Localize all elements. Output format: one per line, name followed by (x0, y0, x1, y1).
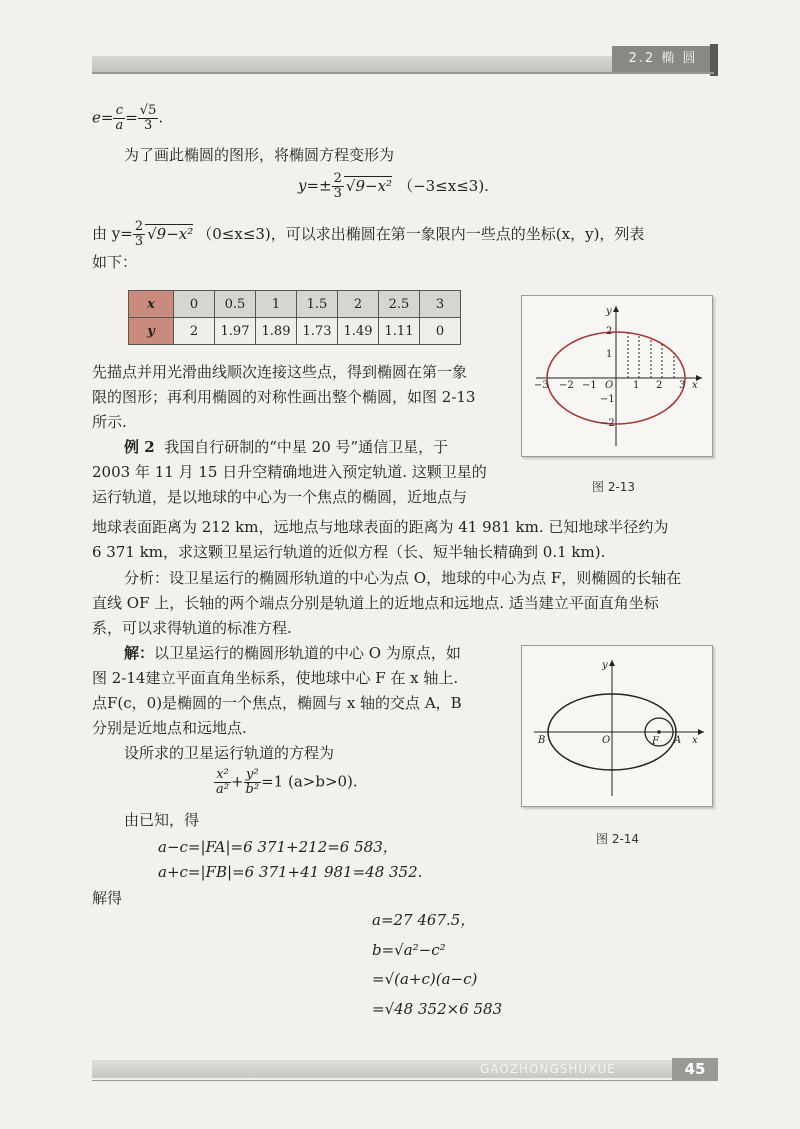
axis-label-y: y (606, 306, 612, 317)
solution: 解：以卫星运行的椭圆形轨道的中心 O 为原点，如 (124, 644, 461, 662)
table-cell: 1 (256, 291, 297, 318)
paragraph: 解得 (92, 889, 123, 907)
paragraph: 为了画此椭圆的图形，将椭圆方程变形为 (124, 146, 395, 164)
tick-label: −1 (600, 394, 615, 405)
table-cell: 1.11 (379, 318, 420, 345)
equation: a=27 467.5， (372, 911, 476, 929)
table-cell: 1.89 (256, 318, 297, 345)
axis-label-y: y (602, 660, 608, 671)
footer-brand: GAOZHONGSHUXUE (480, 1062, 616, 1076)
ellipse-plot (522, 296, 712, 456)
paragraph: 限的图形；再利用椭圆的对称性画出整个椭圆，如图 2-13 (92, 388, 476, 406)
paragraph: 先描点并用光滑曲线顺次连接这些点，得到椭圆在第一象 (92, 363, 468, 381)
paragraph: 分析：设卫星运行的椭圆形轨道的中心为点 O，地球的中心为点 F，则椭圆的长轴在 (124, 569, 682, 587)
figure-caption: 图 2-14 (596, 832, 640, 846)
tick-label: 2 (606, 326, 613, 337)
y-arrow (609, 660, 615, 666)
figure-caption: 图 2-13 (592, 480, 636, 494)
origin-label: O (605, 380, 614, 391)
table-header: y (129, 318, 174, 345)
footer-rule (92, 1080, 718, 1081)
axis-label-x: x (692, 380, 698, 391)
focus-point (657, 730, 661, 734)
table-row-x (129, 291, 461, 318)
figure-2-14 (521, 645, 713, 807)
table-cell: 1.97 (215, 318, 256, 345)
table-cell: 2.5 (379, 291, 420, 318)
paragraph: 如下： (92, 253, 138, 271)
origin-label: O (602, 735, 611, 746)
tick-label: −1 (582, 380, 597, 391)
paragraph: 运行轨道，是以地球的中心为一个焦点的椭圆，近地点与 (92, 488, 468, 506)
header-bar (92, 56, 632, 72)
table-cell: 1.73 (297, 318, 338, 345)
solution-label: 解： (124, 644, 155, 662)
example-label: 例 2 (124, 438, 155, 456)
paragraph: 设所求的卫星运行轨道的方程为 (124, 744, 335, 762)
paragraph: 由已知，得 (124, 811, 200, 829)
tick-label: −2 (559, 380, 574, 391)
table-cell: 1.5 (297, 291, 338, 318)
table-cell: 0.5 (215, 291, 256, 318)
table-header: x (129, 291, 174, 318)
example-2: 例 2 我国自行研制的“中星 20 号”通信卫星，于 (124, 438, 449, 456)
paragraph: 2003 年 11 月 15 日升空精确地进入预定轨道. 这颗卫星的 (92, 463, 487, 481)
point-label-b: B (538, 735, 546, 746)
figure-2-13 (521, 295, 713, 457)
table-cell: 3 (420, 291, 461, 318)
axis-label-x: x (692, 735, 698, 746)
page-number: 45 (672, 1058, 718, 1080)
table-cell: 2 (338, 291, 379, 318)
ellipse-equation: $\frac{\text{x²}}{\text{a²}}$ + $\frac{\text{y²}}{\text{b²}}$ =1 (a>b>0). (216, 767, 358, 797)
equation: a−c=|FA|=6 371+212=6 583， (158, 838, 398, 856)
y-arrow (613, 306, 619, 312)
tick-label: 3 (679, 380, 686, 391)
table-cell: 0 (174, 291, 215, 318)
tick-label: −3 (534, 380, 549, 391)
paragraph: 分别是近地点和远地点. (92, 719, 247, 737)
table-cell: 2 (174, 318, 215, 345)
table-row-y (129, 318, 461, 345)
dashed-ordinates (628, 333, 674, 378)
section-title: 2.2 椭 圆 (612, 46, 714, 72)
equation: a+c=|FB|=6 371+41 981=48 352. (158, 863, 423, 881)
paragraph: 由 y= $\frac{2}{3}$ √9−x² （0≤x≤3)，可以求出椭圆在第一象限内一些点的坐标(x，y)，列表 (92, 219, 645, 249)
paragraph: 系，可以求得轨道的标准方程. (92, 619, 292, 637)
equation: y=± $\frac{2}{3}$ √9−x² （−3≤x≤3). (298, 171, 489, 201)
point-label-a: A (674, 735, 682, 746)
paragraph: 直线 OF 上，长轴的两个端点分别是轨道上的近地点和远地点. 适当建立平面直角坐标 (92, 594, 659, 612)
point-label-f: F (652, 736, 659, 747)
eccentricity-formula: e= $\frac{c}{a}$ = $\frac{√5}{3}$ . (92, 103, 164, 133)
equation: b=√a²−c² (372, 941, 446, 959)
tick-label: 1 (633, 380, 640, 391)
paragraph: 地球表面距离为 212 km，远地点与地球表面的距离为 41 981 km. 已知地球半径约为 (92, 518, 669, 536)
equation: =√(a+c)(a−c) (372, 970, 478, 988)
table-cell: 1.49 (338, 318, 379, 345)
tick-label: 1 (606, 349, 613, 360)
paragraph: 点F(c，0)是椭圆的一个焦点，椭圆与 x 轴的交点 A，B (92, 694, 462, 712)
paragraph: 6 371 km，求这颗卫星运行轨道的近似方程（长、短半轴长精确到 0.1 km). (92, 543, 606, 561)
paragraph: 图 2-14建立平面直角坐标系，使地球中心 F 在 x 轴上. (92, 669, 459, 687)
orbit-diagram (522, 646, 712, 806)
paragraph: 所示. (92, 413, 127, 431)
equation: =√48 352×6 583 (372, 1000, 503, 1018)
value-table (128, 290, 461, 345)
tick-label: 2 (656, 380, 663, 391)
x-arrow (698, 729, 704, 735)
header-rule (92, 72, 714, 74)
table-cell: 0 (420, 318, 461, 345)
tick-label: −2 (600, 418, 615, 429)
